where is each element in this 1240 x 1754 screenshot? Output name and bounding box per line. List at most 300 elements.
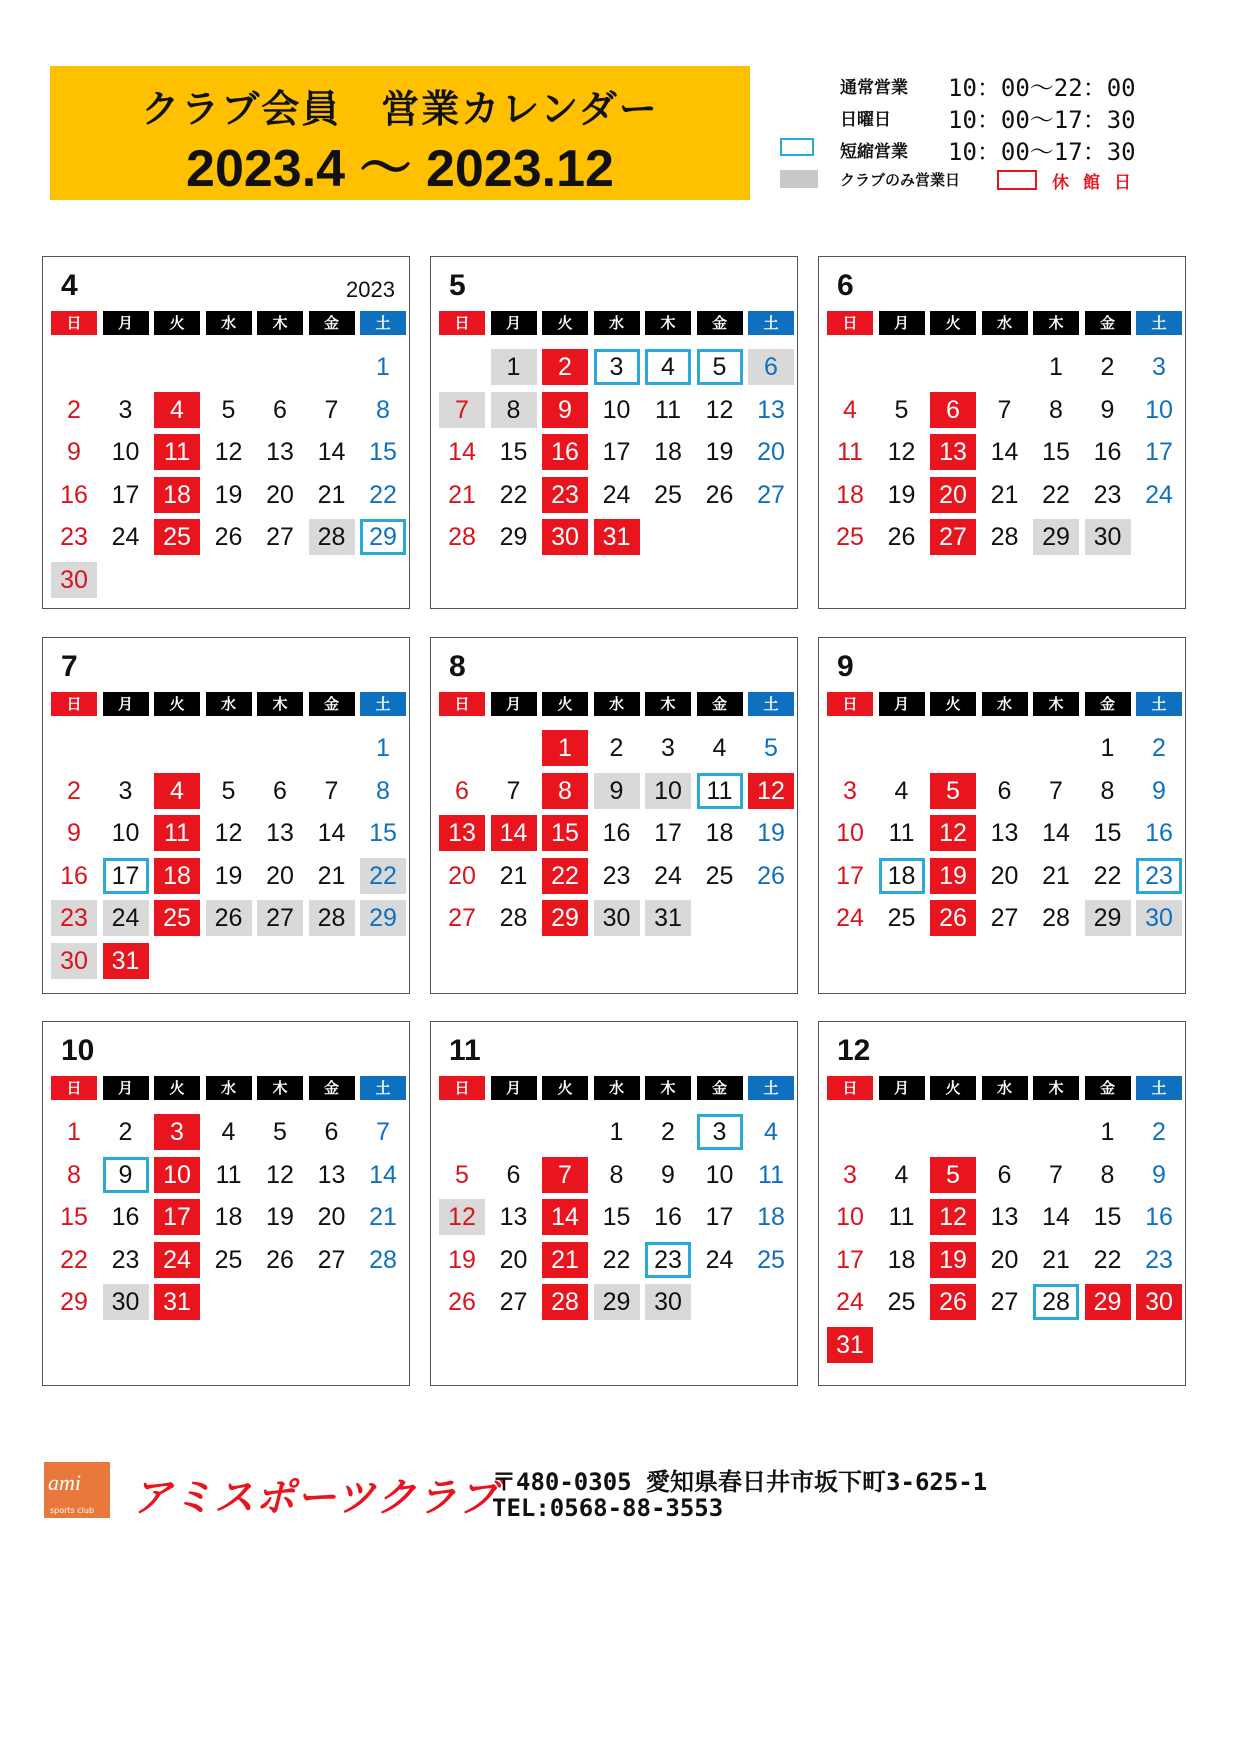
weekday-header: 土 — [360, 1076, 406, 1100]
day-cell: 5 — [273, 1118, 287, 1146]
day-cell: 20 — [448, 861, 476, 890]
day-cell: 7 — [439, 392, 485, 428]
day-cell: 6 — [930, 392, 976, 428]
month-7 — [42, 637, 410, 994]
day-cell: 21 — [448, 480, 476, 509]
day-cell: 18 — [879, 858, 925, 894]
day-cell: 8 — [491, 392, 537, 428]
weekday-header: 土 — [1136, 311, 1182, 335]
day-cell: 6 — [997, 776, 1012, 805]
day-cell: 21 — [317, 480, 346, 509]
day-cell: 6 — [273, 395, 287, 424]
day-cell: 22 — [1093, 1245, 1122, 1274]
day-cell: 28 — [448, 523, 476, 551]
day-cell: 9 — [1100, 395, 1115, 424]
day-cell: 21 — [369, 1203, 397, 1231]
day-cell: 15 — [369, 819, 397, 847]
weekday-header: 水 — [982, 311, 1028, 335]
day-cell: 5 — [455, 1160, 469, 1189]
day-cell: 15 — [542, 815, 588, 851]
weekday-header: 日 — [439, 692, 485, 716]
day-cell: 18 — [154, 858, 200, 894]
day-cell: 10 — [111, 819, 140, 847]
weekday-header: 火 — [542, 1076, 588, 1100]
day-cell: 16 — [602, 819, 631, 847]
day-cell: 29 — [1033, 519, 1079, 555]
day-cell: 18 — [757, 1203, 785, 1231]
month-year: 2023 — [346, 277, 395, 302]
day-cell: 2 — [1152, 1118, 1166, 1146]
day-cell: 7 — [324, 776, 339, 805]
day-cell: 31 — [827, 1327, 873, 1363]
day-cell: 17 — [654, 819, 682, 847]
day-cell: 10 — [111, 438, 140, 466]
day-cell: 14 — [317, 819, 346, 847]
day-cell: 31 — [594, 519, 640, 555]
day-cell: 16 — [111, 1203, 140, 1231]
day-cell: 12 — [748, 773, 794, 809]
day-cell: 16 — [60, 480, 88, 509]
day-cell: 30 — [1085, 519, 1131, 555]
day-cell: 1 — [491, 349, 537, 385]
day-cell: 29 — [1085, 900, 1131, 936]
day-cell: 6 — [748, 349, 794, 385]
day-cell: 13 — [757, 395, 785, 424]
day-cell: 26 — [705, 480, 734, 509]
day-cell: 28 — [499, 904, 528, 932]
page-title: クラブ会員 営業カレンダー — [141, 87, 659, 131]
day-cell: 15 — [602, 1203, 631, 1231]
month-number: 11 — [449, 1034, 481, 1067]
legend-normal-time: 10：00～22：00 — [948, 74, 1136, 102]
weekday-header: 火 — [154, 311, 200, 335]
day-cell: 4 — [221, 1118, 236, 1146]
month-number: 7 — [61, 650, 78, 683]
day-cell: 7 — [542, 1157, 588, 1193]
weekday-header: 日 — [51, 311, 97, 335]
day-cell: 9 — [542, 392, 588, 428]
day-cell: 16 — [1145, 1203, 1173, 1231]
day-cell: 24 — [103, 900, 149, 936]
day-cell: 6 — [324, 1118, 339, 1146]
weekday-header: 水 — [206, 311, 252, 335]
day-cell: 9 — [67, 438, 81, 466]
weekday-header: 日 — [51, 1076, 97, 1100]
weekday-header: 土 — [360, 311, 406, 335]
day-cell: 19 — [266, 1203, 294, 1231]
weekday-header: 土 — [748, 311, 794, 335]
day-cell: 9 — [1152, 1160, 1166, 1189]
day-cell: 4 — [712, 734, 727, 762]
weekday-header: 土 — [1136, 692, 1182, 716]
weekday-header: 土 — [360, 692, 406, 716]
weekday-header: 水 — [594, 692, 640, 716]
weekday-header: 水 — [982, 692, 1028, 716]
day-cell: 8 — [1100, 1160, 1115, 1189]
month-12 — [818, 1021, 1186, 1386]
day-cell: 15 — [1093, 1203, 1122, 1231]
day-cell: 28 — [369, 1245, 397, 1274]
day-cell: 13 — [266, 819, 294, 847]
day-cell: 9 — [67, 819, 81, 847]
day-cell: 26 — [887, 523, 916, 551]
day-cell: 31 — [103, 943, 149, 979]
day-cell: 16 — [542, 434, 588, 470]
day-cell: 3 — [118, 776, 133, 805]
day-cell: 8 — [1049, 395, 1063, 424]
day-cell: 22 — [499, 480, 528, 509]
weekday-header: 金 — [697, 692, 743, 716]
day-cell: 3 — [843, 1160, 857, 1189]
day-cell: 24 — [1145, 480, 1173, 509]
month-9 — [818, 637, 1186, 994]
day-cell: 22 — [1042, 480, 1070, 509]
day-cell: 2 — [1100, 353, 1115, 381]
day-cell: 21 — [1042, 861, 1070, 890]
day-cell: 4 — [894, 776, 909, 805]
weekday-header: 木 — [1033, 311, 1079, 335]
day-cell: 17 — [836, 861, 864, 890]
day-cell: 26 — [266, 1245, 294, 1274]
day-cell: 5 — [697, 349, 743, 385]
legend-club-closed — [780, 164, 1220, 192]
day-cell: 4 — [894, 1160, 909, 1189]
address: 〒480-0305 愛知県春日井市坂下町3-625-1 — [492, 1468, 988, 1496]
day-cell: 14 — [369, 1160, 397, 1189]
weekday-header: 金 — [1085, 311, 1131, 335]
weekday-header: 木 — [257, 1076, 303, 1100]
day-cell: 21 — [542, 1242, 588, 1278]
day-cell: 28 — [1033, 1284, 1079, 1320]
day-cell: 23 — [1136, 858, 1182, 894]
day-cell: 28 — [990, 523, 1019, 551]
day-cell: 23 — [602, 861, 631, 890]
day-cell: 1 — [609, 1118, 624, 1146]
day-cell: 30 — [594, 900, 640, 936]
day-cell: 21 — [1042, 1245, 1070, 1274]
weekday-header: 木 — [645, 311, 691, 335]
day-cell: 5 — [894, 395, 909, 424]
logo-sub: sports club — [50, 1506, 95, 1515]
day-cell: 18 — [887, 1245, 916, 1274]
weekday-header: 木 — [645, 1076, 691, 1100]
day-cell: 19 — [930, 858, 976, 894]
weekday-header: 月 — [879, 1076, 925, 1100]
day-cell: 6 — [997, 1160, 1012, 1189]
day-cell: 12 — [214, 438, 243, 466]
day-cell: 30 — [1136, 900, 1182, 936]
weekday-header: 火 — [542, 692, 588, 716]
day-cell: 7 — [997, 395, 1012, 424]
weekday-header: 火 — [930, 311, 976, 335]
day-cell: 13 — [930, 434, 976, 470]
day-cell: 14 — [542, 1199, 588, 1235]
weekday-header: 日 — [439, 311, 485, 335]
title-banner — [50, 66, 750, 200]
weekday-header: 金 — [309, 311, 355, 335]
day-cell: 27 — [757, 480, 785, 509]
weekday-header: 月 — [491, 1076, 537, 1100]
phone: TEL:0568-88-3553 — [492, 1494, 724, 1522]
day-cell: 14 — [448, 438, 476, 466]
weekday-header: 日 — [827, 311, 873, 335]
day-cell: 9 — [594, 773, 640, 809]
legend-sunday-time: 10：00～17：30 — [948, 106, 1136, 134]
day-cell: 3 — [154, 1114, 200, 1150]
day-cell: 10 — [836, 1203, 864, 1231]
day-cell: 7 — [1049, 776, 1063, 805]
club-logo — [44, 1462, 110, 1518]
day-cell: 20 — [266, 480, 294, 509]
day-cell: 29 — [594, 1284, 640, 1320]
day-cell: 11 — [154, 815, 200, 851]
day-cell: 8 — [609, 1160, 624, 1189]
day-cell: 23 — [542, 477, 588, 513]
day-cell: 11 — [888, 819, 915, 847]
day-cell: 19 — [887, 480, 916, 509]
weekday-header: 木 — [257, 692, 303, 716]
day-cell: 17 — [111, 480, 140, 509]
day-cell: 28 — [542, 1284, 588, 1320]
day-cell: 11 — [837, 438, 863, 466]
day-cell: 20 — [499, 1245, 528, 1274]
day-cell: 28 — [309, 900, 355, 936]
day-cell: 1 — [1049, 353, 1063, 381]
day-cell: 19 — [214, 861, 243, 890]
day-cell: 9 — [1152, 776, 1166, 805]
day-cell: 12 — [930, 815, 976, 851]
day-cell: 2 — [542, 349, 588, 385]
legend-club-only-label: クラブのみ営業日 — [840, 171, 961, 189]
weekday-header: 火 — [930, 692, 976, 716]
day-cell: 1 — [542, 730, 588, 766]
weekday-header: 月 — [879, 311, 925, 335]
day-cell: 13 — [990, 1203, 1019, 1231]
month-number: 5 — [449, 269, 466, 302]
legend-short-time: 10：00～17：30 — [948, 138, 1136, 166]
day-cell: 15 — [60, 1203, 88, 1231]
day-cell: 27 — [499, 1288, 528, 1316]
month-11 — [430, 1021, 798, 1386]
day-cell: 17 — [705, 1203, 734, 1231]
day-cell: 12 — [439, 1199, 485, 1235]
day-cell: 5 — [764, 734, 778, 762]
day-cell: 25 — [154, 900, 200, 936]
day-cell: 25 — [887, 904, 916, 932]
day-cell: 20 — [317, 1203, 346, 1231]
day-cell: 20 — [266, 861, 294, 890]
day-cell: 4 — [764, 1118, 778, 1146]
day-cell: 22 — [360, 858, 406, 894]
weekday-header: 土 — [748, 692, 794, 716]
legend-short-label: 短縮営業 — [840, 142, 908, 162]
weekday-header: 月 — [879, 692, 925, 716]
day-cell: 23 — [645, 1242, 691, 1278]
day-cell: 20 — [757, 438, 785, 466]
month-10 — [42, 1021, 410, 1386]
weekday-header: 木 — [1033, 692, 1079, 716]
day-cell: 29 — [360, 519, 406, 555]
day-cell: 8 — [1100, 776, 1115, 805]
day-cell: 19 — [214, 480, 243, 509]
day-cell: 13 — [266, 438, 294, 466]
day-cell: 7 — [1049, 1160, 1063, 1189]
day-cell: 19 — [757, 819, 785, 847]
day-cell: 24 — [836, 1288, 864, 1316]
day-cell: 13 — [990, 819, 1019, 847]
day-cell: 29 — [1085, 1284, 1131, 1320]
day-cell: 6 — [273, 776, 287, 805]
weekday-header: 日 — [51, 692, 97, 716]
day-cell: 11 — [697, 773, 743, 809]
day-cell: 10 — [705, 1160, 734, 1189]
day-cell: 5 — [930, 773, 976, 809]
weekday-header: 日 — [827, 1076, 873, 1100]
weekday-header: 月 — [103, 311, 149, 335]
day-cell: 27 — [257, 900, 303, 936]
date-range: 2023.4 ～ 2023.12 — [186, 140, 614, 198]
day-cell: 21 — [990, 480, 1019, 509]
weekday-header: 金 — [697, 1076, 743, 1100]
weekday-header: 月 — [491, 311, 537, 335]
weekday-header: 土 — [1136, 1076, 1182, 1100]
day-cell: 30 — [1136, 1284, 1182, 1320]
day-cell: 10 — [154, 1157, 200, 1193]
legend-sunday-label: 日曜日 — [840, 110, 891, 130]
day-cell: 4 — [843, 395, 857, 424]
weekday-header: 月 — [103, 1076, 149, 1100]
day-cell: 10 — [645, 773, 691, 809]
day-cell: 7 — [324, 395, 339, 424]
day-cell: 16 — [60, 861, 88, 890]
day-cell: 24 — [705, 1245, 734, 1274]
weekday-header: 木 — [1033, 1076, 1079, 1100]
day-cell: 25 — [154, 519, 200, 555]
day-cell: 27 — [448, 904, 476, 932]
day-cell: 30 — [103, 1284, 149, 1320]
day-cell: 3 — [661, 734, 675, 762]
weekday-header: 金 — [697, 311, 743, 335]
day-cell: 18 — [154, 477, 200, 513]
weekday-header: 火 — [542, 311, 588, 335]
day-cell: 8 — [376, 395, 390, 424]
day-cell: 22 — [369, 480, 397, 509]
day-cell: 12 — [930, 1199, 976, 1235]
day-cell: 2 — [118, 1118, 133, 1146]
weekday-header: 水 — [206, 692, 252, 716]
day-cell: 15 — [1042, 438, 1070, 466]
weekday-header: 金 — [309, 1076, 355, 1100]
day-cell: 20 — [930, 477, 976, 513]
day-cell: 4 — [154, 392, 200, 428]
day-cell: 31 — [154, 1284, 200, 1320]
day-cell: 1 — [1100, 1118, 1115, 1146]
day-cell: 24 — [654, 861, 682, 890]
day-cell: 1 — [376, 353, 390, 381]
day-cell: 7 — [376, 1118, 390, 1146]
day-cell: 19 — [705, 438, 734, 466]
day-cell: 28 — [309, 519, 355, 555]
day-cell: 30 — [51, 943, 97, 979]
day-cell: 4 — [645, 349, 691, 385]
day-cell: 30 — [645, 1284, 691, 1320]
day-cell: 3 — [118, 395, 133, 424]
weekday-header: 月 — [491, 692, 537, 716]
day-cell: 2 — [1152, 734, 1166, 762]
weekday-header: 日 — [827, 692, 873, 716]
day-cell: 1 — [376, 734, 390, 762]
day-cell: 1 — [67, 1118, 81, 1146]
day-cell: 24 — [836, 904, 864, 932]
day-cell: 12 — [705, 395, 734, 424]
weekday-header: 火 — [154, 1076, 200, 1100]
month-number: 10 — [61, 1034, 95, 1067]
day-cell: 25 — [757, 1245, 785, 1274]
day-cell: 26 — [214, 523, 243, 551]
day-cell: 8 — [542, 773, 588, 809]
day-cell: 14 — [317, 438, 346, 466]
day-cell: 27 — [990, 904, 1019, 932]
day-cell: 25 — [836, 523, 864, 551]
day-cell: 9 — [103, 1157, 149, 1193]
month-4 — [42, 256, 410, 609]
day-cell: 31 — [645, 900, 691, 936]
closed-swatch — [997, 170, 1037, 190]
day-cell: 22 — [60, 1245, 88, 1274]
day-cell: 10 — [836, 819, 864, 847]
day-cell: 21 — [317, 861, 346, 890]
day-cell: 13 — [439, 815, 485, 851]
day-cell: 2 — [67, 776, 81, 805]
day-cell: 18 — [705, 819, 734, 847]
day-cell: 19 — [448, 1245, 476, 1274]
day-cell: 10 — [1145, 395, 1173, 424]
day-cell: 29 — [360, 900, 406, 936]
day-cell: 27 — [266, 523, 294, 551]
weekday-header: 金 — [1085, 1076, 1131, 1100]
day-cell: 19 — [930, 1242, 976, 1278]
weekday-header: 火 — [154, 692, 200, 716]
day-cell: 22 — [1093, 861, 1122, 890]
day-cell: 26 — [930, 1284, 976, 1320]
day-cell: 22 — [542, 858, 588, 894]
day-cell: 29 — [499, 523, 528, 551]
day-cell: 30 — [51, 562, 97, 598]
day-cell: 5 — [221, 395, 236, 424]
legend-closed-label: 休館日 — [1052, 173, 1145, 193]
club-name: アミスポーツクラブ — [132, 1475, 499, 1521]
short-hours-swatch — [780, 138, 814, 156]
legend — [780, 68, 1220, 198]
day-cell: 11 — [758, 1160, 784, 1189]
day-cell: 20 — [990, 861, 1019, 890]
weekday-header: 金 — [1085, 692, 1131, 716]
weekday-header: 水 — [594, 1076, 640, 1100]
day-cell: 15 — [1093, 819, 1122, 847]
weekday-header: 金 — [309, 692, 355, 716]
day-cell: 23 — [51, 900, 97, 936]
weekday-header: 火 — [930, 1076, 976, 1100]
day-cell: 24 — [154, 1242, 200, 1278]
month-number: 12 — [837, 1034, 871, 1067]
day-cell: 17 — [1145, 438, 1173, 466]
day-cell: 20 — [990, 1245, 1019, 1274]
weekday-header: 木 — [257, 311, 303, 335]
weekday-header: 水 — [982, 1076, 1028, 1100]
weekday-header: 日 — [439, 1076, 485, 1100]
day-cell: 9 — [661, 1160, 675, 1189]
weekday-header: 水 — [206, 1076, 252, 1100]
